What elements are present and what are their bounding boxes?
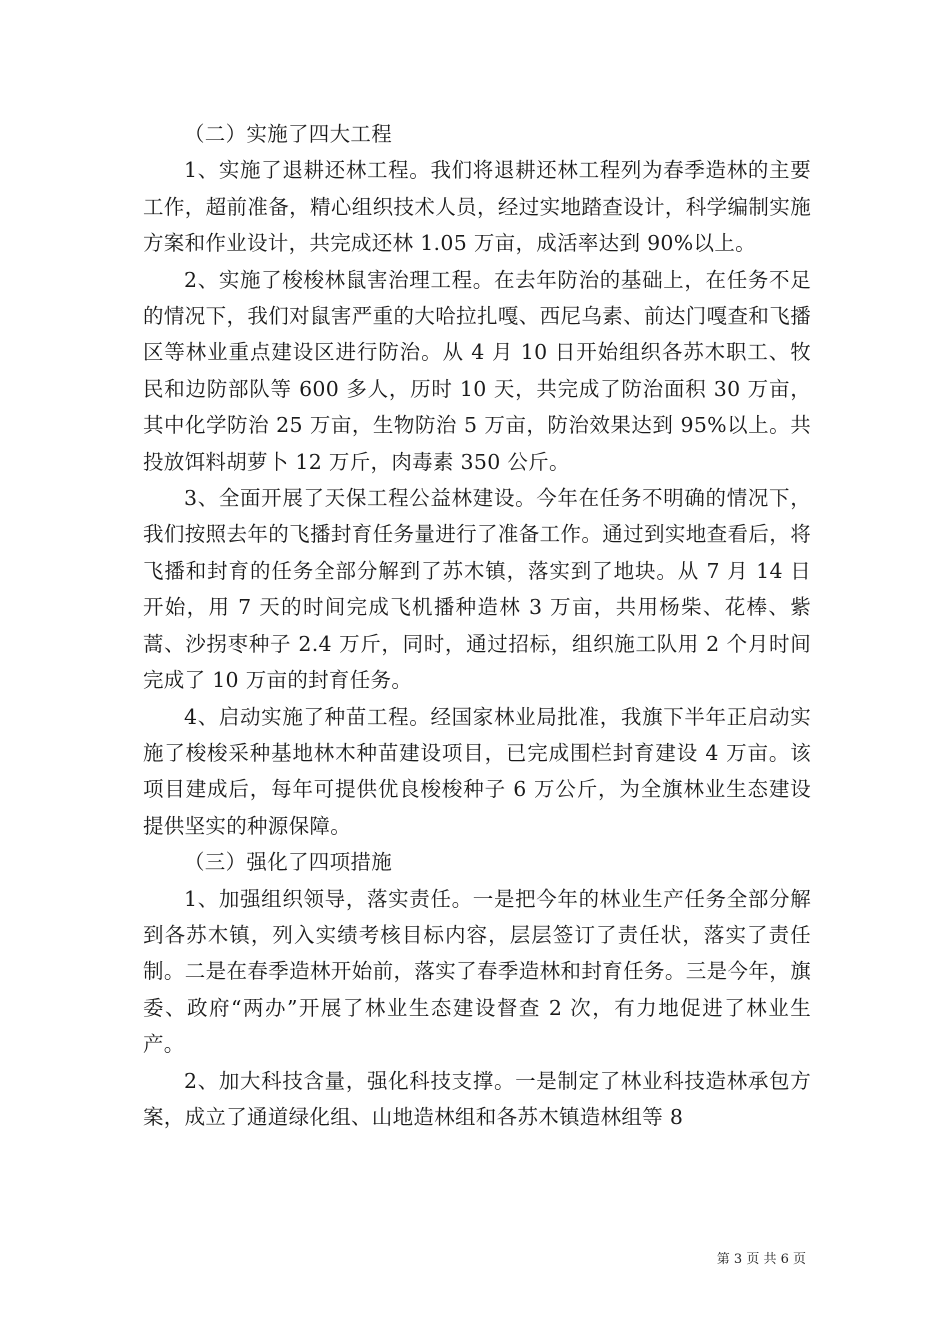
paragraph-forest-protection: 3、全面开展了天保工程公益林建设。今年在任务不明确的情况下，我们按照去年的飞播封育任务量进行了准备工作。通过到实地查看后，将飞播和封育的任务全部分解到了苏木镇，落实到了地块。从 7 月 14 日开始，用 7 天的时间完成飞机播种造林 3 万亩，共用杨柴、花棒、紫蒿、沙拐枣种子 2.4 万斤，同时，通过招标，组织施工队用 2 个月时间完成了 10 万亩的封育任务。 <box>143 486 811 693</box>
page-number-footer: 第 3 页 共 6 页 <box>716 1252 806 1267</box>
document-body <box>143 116 811 1135</box>
paragraph-reforestation: 1、实施了退耕还林工程。我们将退耕还林工程列为春季造林的主要工作，超前准备，精心组织技术人员，经过实地踏查设计，科学编制实施方案和作业设计，共完成还林 1.05 万亩，成活率达到 90%以上。 <box>143 158 811 256</box>
paragraph-technology: 2、加大科技含量，强化科技支撑。一是制定了林业科技造林承包方案，成立了通道绿化组、山地造林组和各苏木镇造林组等 8 <box>143 1068 811 1129</box>
section-heading-two: （二）实施了四大工程 <box>184 122 392 146</box>
paragraph-rodent-control: 2、实施了梭梭林鼠害治理工程。在去年防治的基础上，在任务不足的情况下，我们对鼠害严重的大哈拉扎嘎、西尼乌素、前达门嘎查和飞播区等林业重点建设区进行防治。从 4 月 10 日开始组织各苏木职工、牧民和边防部队等 600 多人，历时 10 天，共完成了防治面积 30 万亩，其中化学防治 25 万亩，生物防治 5 万亩，防治效果达到 95%以上。共投放饵料胡萝卜 12 万斤，肉毒素 350 公斤。 <box>143 267 811 474</box>
paragraph-organization: 1、加强组织领导，落实责任。一是把今年的林业生产任务全部分解到各苏木镇，列入实绩考核目标内容，层层签订了责任状，落实了责任制。二是在春季造林开始前，落实了春季造林和封育任务。三是今年，旗委、政府“两办”开展了林业生态建设督查 2 次，有力地促进了林业生产。 <box>143 886 811 1057</box>
section-heading-three: （三）强化了四项措施 <box>184 850 392 875</box>
paragraph-seedling-project: 4、启动实施了种苗工程。经国家林业局批准，我旗下半年正启动实施了梭梭采种基地林木种苗建设项目，已完成围栏封育建设 4 万亩。该项目建成后，每年可提供优良梭梭种子 6 万公斤，为全旗林业生态建设提供坚实的种源保障。 <box>143 704 811 838</box>
